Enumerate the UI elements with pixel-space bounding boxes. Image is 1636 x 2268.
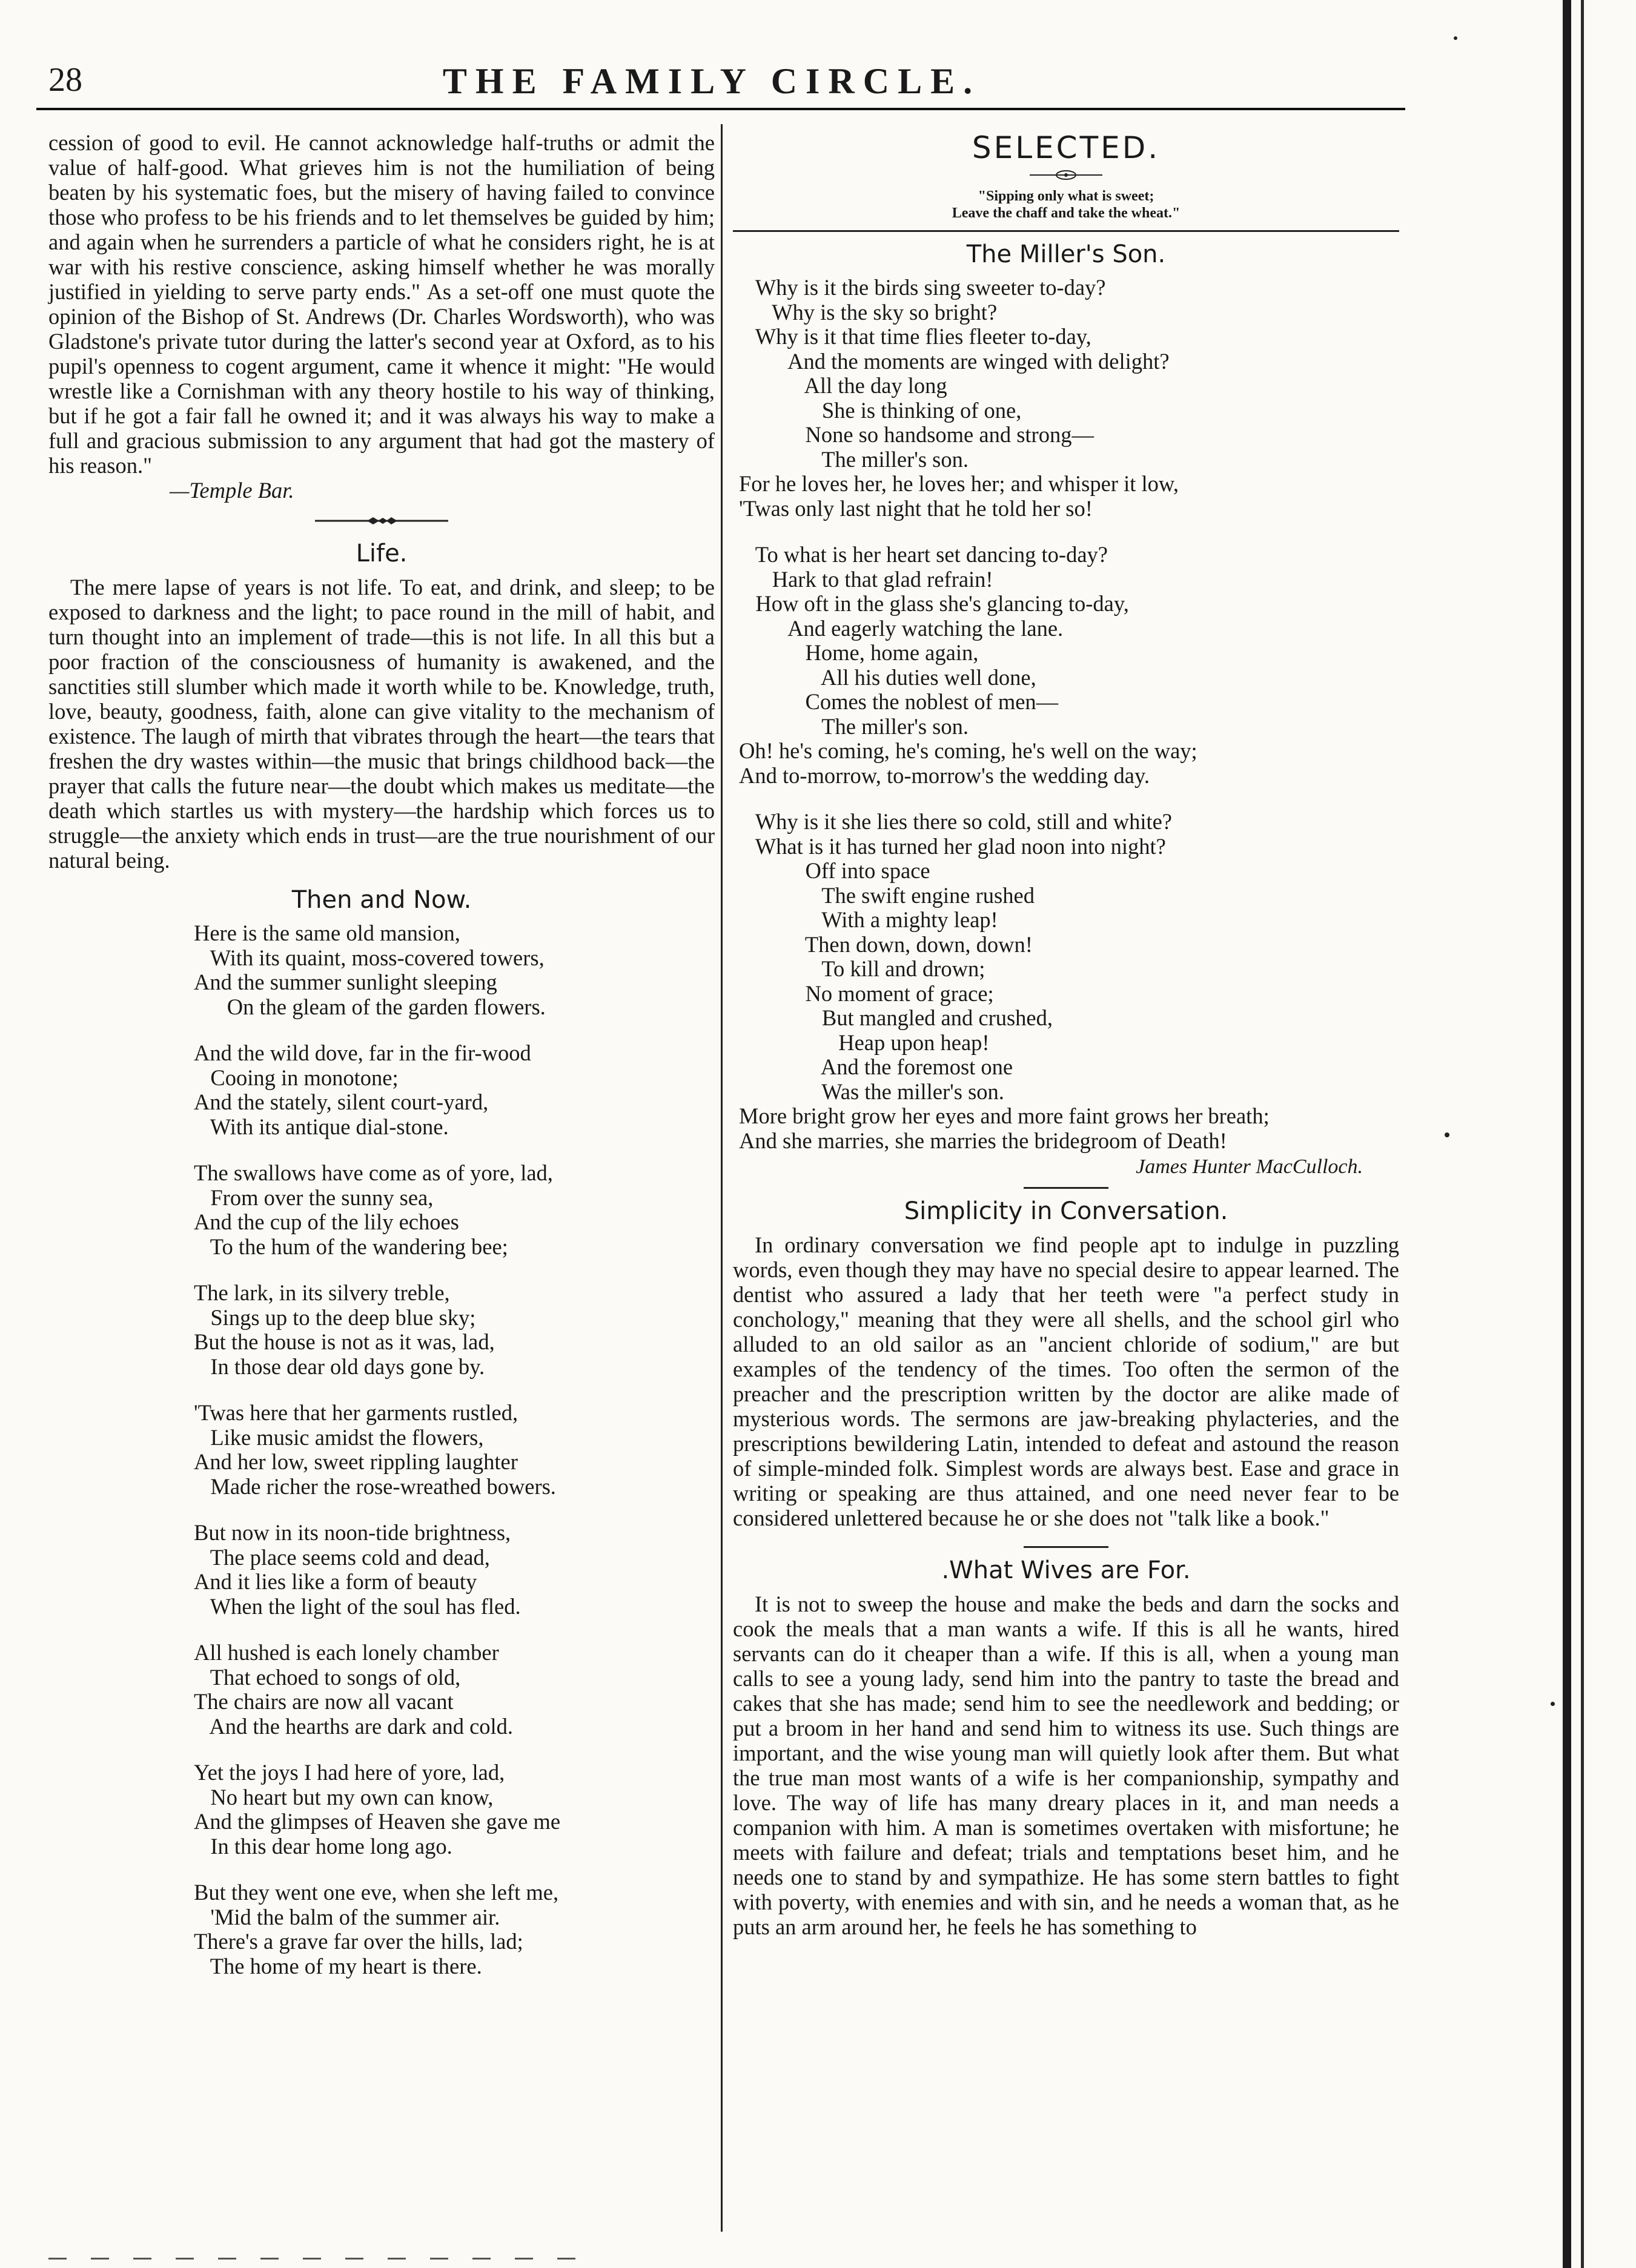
section-rule bbox=[733, 230, 1399, 232]
poem-line: 'Mid the balm of the summer air. bbox=[194, 1904, 500, 1929]
poem-line: And the glimpses of Heaven she gave me bbox=[194, 1809, 561, 1834]
continued-article-text: cession of good to evil. He cannot acknowledge half-truths or admit the value of half-good. What grieves him is not the humiliation of being beaten by his systematic foes, but the misery of having failed to convince those who profess to be his friends and to let themselves be guided by him; and again when he surrenders a particle of what he considers right, he is at war with his restive conscience, asking himself whether he was morally justified in yielding to serve party ends." As a set-off one must quote the opinion of the Bishop of St. Andrews (Dr. Charles Wordsworth), who was Gladstone's private tutor during the latter's second year at Oxford, as to his pupil's openness to cogent argument, came it whence it might: "He would wrestle like a Cornishman with any theory hostile to his way of thinking, but if he got a fair fall he owned it; and it was always his way to make a full and gracious submission to any argument that had got the mastery of his reason." bbox=[48, 130, 715, 478]
section-title: SELECTED. bbox=[972, 130, 1161, 165]
poem-line: Made richer the rose-wreathed bowers. bbox=[194, 1473, 556, 1499]
short-rule bbox=[1024, 1546, 1108, 1548]
poem-stanza bbox=[194, 1401, 715, 1499]
poem-line: The miller's son. bbox=[739, 713, 969, 739]
poem-line: Why is it she lies there so cold, still and white? bbox=[739, 809, 1173, 834]
poem-line: Off into space bbox=[739, 858, 930, 883]
simplicity-text: In ordinary conversation we find people apt to indulge in puzzling words, even though they may have no special desire to appear learned. The dentist who assured a lady that her teeth were "a perfect study in conchology," meaning that they were all shells, and the school girl who alluded to an old sailor as an "ancient chloride of sodium," are but examples of the tendency of the times. Too often the sermon of the preacher and the prescription written by the doctor are alike made of mysterious words. The sermons are jaw-breaking phylacteries, and the prescriptions bewildering Latin, intended to defeat and astound the reason of simple-minded folk. Simplest words are always best. Ease and grace in writing or speaking are thus attained, and one need never fear to be considered unlettered because he or she does not "talk like a book." bbox=[733, 1232, 1399, 1530]
simplicity-title: Simplicity in Conversation. bbox=[904, 1197, 1228, 1225]
poem-line: The lark, in its silvery treble, bbox=[194, 1280, 450, 1305]
poem-line: More bright grow her eyes and more faint grows her breath; bbox=[739, 1103, 1270, 1128]
then-and-now-poem bbox=[194, 921, 715, 1979]
scan-speck bbox=[1454, 36, 1457, 40]
poem-author: James Hunter MacCulloch. bbox=[1136, 1155, 1363, 1178]
poem-line: The miller's son. bbox=[739, 446, 969, 472]
poem-line: Why is it that time flies fleeter to-day, bbox=[739, 324, 1091, 349]
flourish-icon bbox=[1030, 169, 1102, 181]
binding-edge bbox=[1563, 0, 1571, 2268]
motto-line: Leave the chaff and take the wheat." bbox=[952, 205, 1181, 221]
poem-stanza bbox=[194, 1161, 715, 1259]
poem-line: To what is her heart set dancing to-day? bbox=[739, 542, 1108, 567]
poem-line: And the stately, silent court-yard, bbox=[194, 1089, 489, 1114]
poem-line: 'Twas only last night that he told her so! bbox=[739, 495, 1093, 521]
poem-line: And she marries, she marries the bridegroom of Death! bbox=[739, 1128, 1227, 1153]
poem-line: And her low, sweet rippling laughter bbox=[194, 1449, 518, 1474]
poem-line: Why is it the birds sing sweeter to-day? bbox=[739, 275, 1106, 300]
poem-line: And eagerly watching the lane. bbox=[739, 615, 1064, 641]
poem-line: All the day long bbox=[739, 373, 947, 398]
poem-line: Hark to that glad refrain! bbox=[739, 566, 993, 592]
poem-line: To kill and drown; bbox=[739, 956, 985, 981]
poem-line: The place seems cold and dead, bbox=[194, 1544, 490, 1570]
poem-stanza bbox=[194, 1281, 715, 1379]
poem-line: And the summer sunlight sleeping bbox=[194, 970, 497, 994]
poem-line: How oft in the glass she's glancing to-day, bbox=[739, 591, 1129, 616]
poem-line: And the foremost one bbox=[739, 1054, 1013, 1079]
poem-line: When the light of the soul has fled. bbox=[194, 1593, 521, 1619]
poem-stanza bbox=[739, 543, 1399, 788]
binding-edge-line bbox=[1581, 0, 1584, 2268]
header-rule bbox=[36, 108, 1405, 110]
poem-stanza bbox=[194, 921, 715, 1019]
poem-line: And it lies like a form of beauty bbox=[194, 1569, 477, 1594]
millers-son-poem bbox=[739, 276, 1399, 1153]
poem-stanza bbox=[739, 276, 1399, 521]
poem-line: In this dear home long ago. bbox=[194, 1833, 452, 1859]
poem-line: But mangled and crushed, bbox=[739, 1005, 1053, 1030]
poem-line: And the wild dove, far in the fir-wood bbox=[194, 1040, 531, 1065]
poem-line: The home of my heart is there. bbox=[194, 1953, 482, 1979]
poem-line: All hushed is each lonely chamber bbox=[194, 1640, 499, 1665]
poem-line: Sings up to the deep blue sky; bbox=[194, 1304, 476, 1330]
poem-line: Then down, down, down! bbox=[739, 931, 1033, 957]
poem-line: But they went one eve, when she left me, bbox=[194, 1880, 559, 1905]
motto-line: "Sipping only what is sweet; bbox=[978, 188, 1154, 204]
page-number: 28 bbox=[48, 61, 82, 99]
poem-line: No heart but my own can know, bbox=[194, 1784, 494, 1810]
poem-line: Home, home again, bbox=[739, 640, 979, 665]
column-divider bbox=[721, 124, 723, 2232]
scan-speck bbox=[1551, 1702, 1555, 1706]
poem-line: The swift engine rushed bbox=[739, 882, 1035, 908]
poem-line: The swallows have come as of yore, lad, bbox=[194, 1160, 553, 1185]
poem-line: The chairs are now all vacant bbox=[194, 1689, 454, 1714]
left-column bbox=[48, 130, 715, 2000]
poem-line: And the cup of the lily echoes bbox=[194, 1209, 459, 1234]
poem-line: To the hum of the wandering bee; bbox=[194, 1234, 508, 1259]
wives-text: It is not to sweep the house and make the beds and darn the socks and cook the meals that a man wants a wife. If this is all he wants, hired servants can do it cheaper than a wife. If this is all, when a young man calls to see a young lady, send him into the pantry to taste the bread and cakes that she has made; send him to see the needlework and bedding; or put a broom in her hand and send him to witness its use. Such things are important, and the wise young man will quietly look after them. But what the true man most wants of a wife is her companionship, sympathy and love. The way of life has many dreary places in it, and man needs a companion with him. A man is sometimes overtaken with misfortune; he meets with failure and defeat; trials and temptations beset him, and he needs one to stand by and sympathize. He has some stern battles to fight with poverty, with enemies and with sin, and he needs a woman that, as he puts an arm around her, he feels he has something to bbox=[733, 1592, 1399, 1939]
poem-line: Like music amidst the flowers, bbox=[194, 1424, 484, 1450]
poem-line: But now in its noon-tide brightness, bbox=[194, 1520, 511, 1545]
wives-title: .What Wives are For. bbox=[941, 1556, 1191, 1584]
poem-line: With its antique dial-stone. bbox=[194, 1114, 449, 1139]
poem-line: There's a grave far over the hills, lad; bbox=[194, 1929, 523, 1954]
millers-son-title: The Miller's Son. bbox=[966, 240, 1166, 268]
poem-line: Yet the joys I had here of yore, lad, bbox=[194, 1760, 505, 1785]
continued-article-source: —Temple Bar. bbox=[170, 478, 294, 503]
poem-line: Why is the sky so bright? bbox=[739, 299, 998, 325]
poem-line: In those dear old days gone by. bbox=[194, 1354, 485, 1379]
poem-line: All his duties well done, bbox=[739, 664, 1036, 690]
page-header bbox=[36, 61, 1387, 109]
poem-line: With its quaint, moss-covered towers, bbox=[194, 945, 545, 970]
flourish-divider bbox=[733, 169, 1399, 184]
then-and-now-title: Then and Now. bbox=[291, 886, 472, 914]
poem-line: And the hearths are dark and cold. bbox=[194, 1713, 514, 1739]
life-title: Life. bbox=[356, 540, 408, 567]
scan-footer-marks bbox=[48, 2258, 594, 2260]
poem-stanza bbox=[194, 1521, 715, 1619]
scan-speck bbox=[1445, 1132, 1449, 1137]
poem-line: Comes the noblest of men— bbox=[739, 689, 1059, 714]
poem-line: And the moments are winged with delight? bbox=[739, 348, 1170, 374]
poem-line: No moment of grace; bbox=[739, 980, 994, 1006]
poem-line: Cooing in monotone; bbox=[194, 1065, 399, 1090]
right-column bbox=[733, 130, 1399, 1939]
poem-stanza bbox=[739, 810, 1399, 1153]
poem-line: That echoed to songs of old, bbox=[194, 1664, 461, 1690]
poem-stanza bbox=[194, 1761, 715, 1859]
running-title: THE FAMILY CIRCLE. bbox=[442, 61, 981, 101]
poem-line: With a mighty leap! bbox=[739, 907, 998, 932]
poem-line: She is thinking of one, bbox=[739, 397, 1022, 423]
poem-line: Was the miller's son. bbox=[739, 1079, 1004, 1104]
ornamental-divider-icon bbox=[315, 516, 448, 526]
poem-line: None so handsome and strong— bbox=[739, 422, 1094, 447]
poem-stanza bbox=[194, 1041, 715, 1139]
ornamental-rule bbox=[48, 516, 715, 529]
poem-line: From over the sunny sea, bbox=[194, 1185, 434, 1210]
poem-line: On the gleam of the garden flowers. bbox=[194, 994, 546, 1019]
poem-stanza bbox=[194, 1641, 715, 1739]
poem-line: For he loves her, he loves her; and whisper it low, bbox=[739, 471, 1179, 496]
short-rule bbox=[1024, 1187, 1108, 1189]
poem-line: And to-morrow, to-morrow's the wedding day. bbox=[739, 762, 1150, 788]
poem-line: Heap upon heap! bbox=[739, 1030, 990, 1055]
poem-line: 'Twas here that her garments rustled, bbox=[194, 1400, 518, 1425]
poem-line: Here is the same old mansion, bbox=[194, 921, 460, 945]
poem-line: But the house is not as it was, lad, bbox=[194, 1329, 495, 1354]
poem-line: Oh! he's coming, he's coming, he's well on the way; bbox=[739, 738, 1197, 763]
poem-line: What is it has turned her glad noon into night? bbox=[739, 833, 1166, 859]
poem-stanza bbox=[194, 1880, 715, 1979]
life-text: The mere lapse of years is not life. To eat, and drink, and sleep; to be exposed to darkness and the light; to pace round in the mill of habit, and turn thought into an implement of trade—this is not life. In all this but a poor fraction of the consciousness of humanity is awakened, and the sanctities still slumber which made it worth while to be. Knowledge, truth, love, beauty, goodness, faith, alone can give vitality to the mechanism of existence. The laugh of mirth that vibrates through the heart—the tears that freshen the dry wastes within—the music that brings childhood back—the prayer that calls the future near—the doubt which makes us meditate—the death which startles us with mystery—the hardship which forces us to struggle—the anxiety which ends in trust—are the true nourishment of our natural being. bbox=[48, 575, 715, 873]
